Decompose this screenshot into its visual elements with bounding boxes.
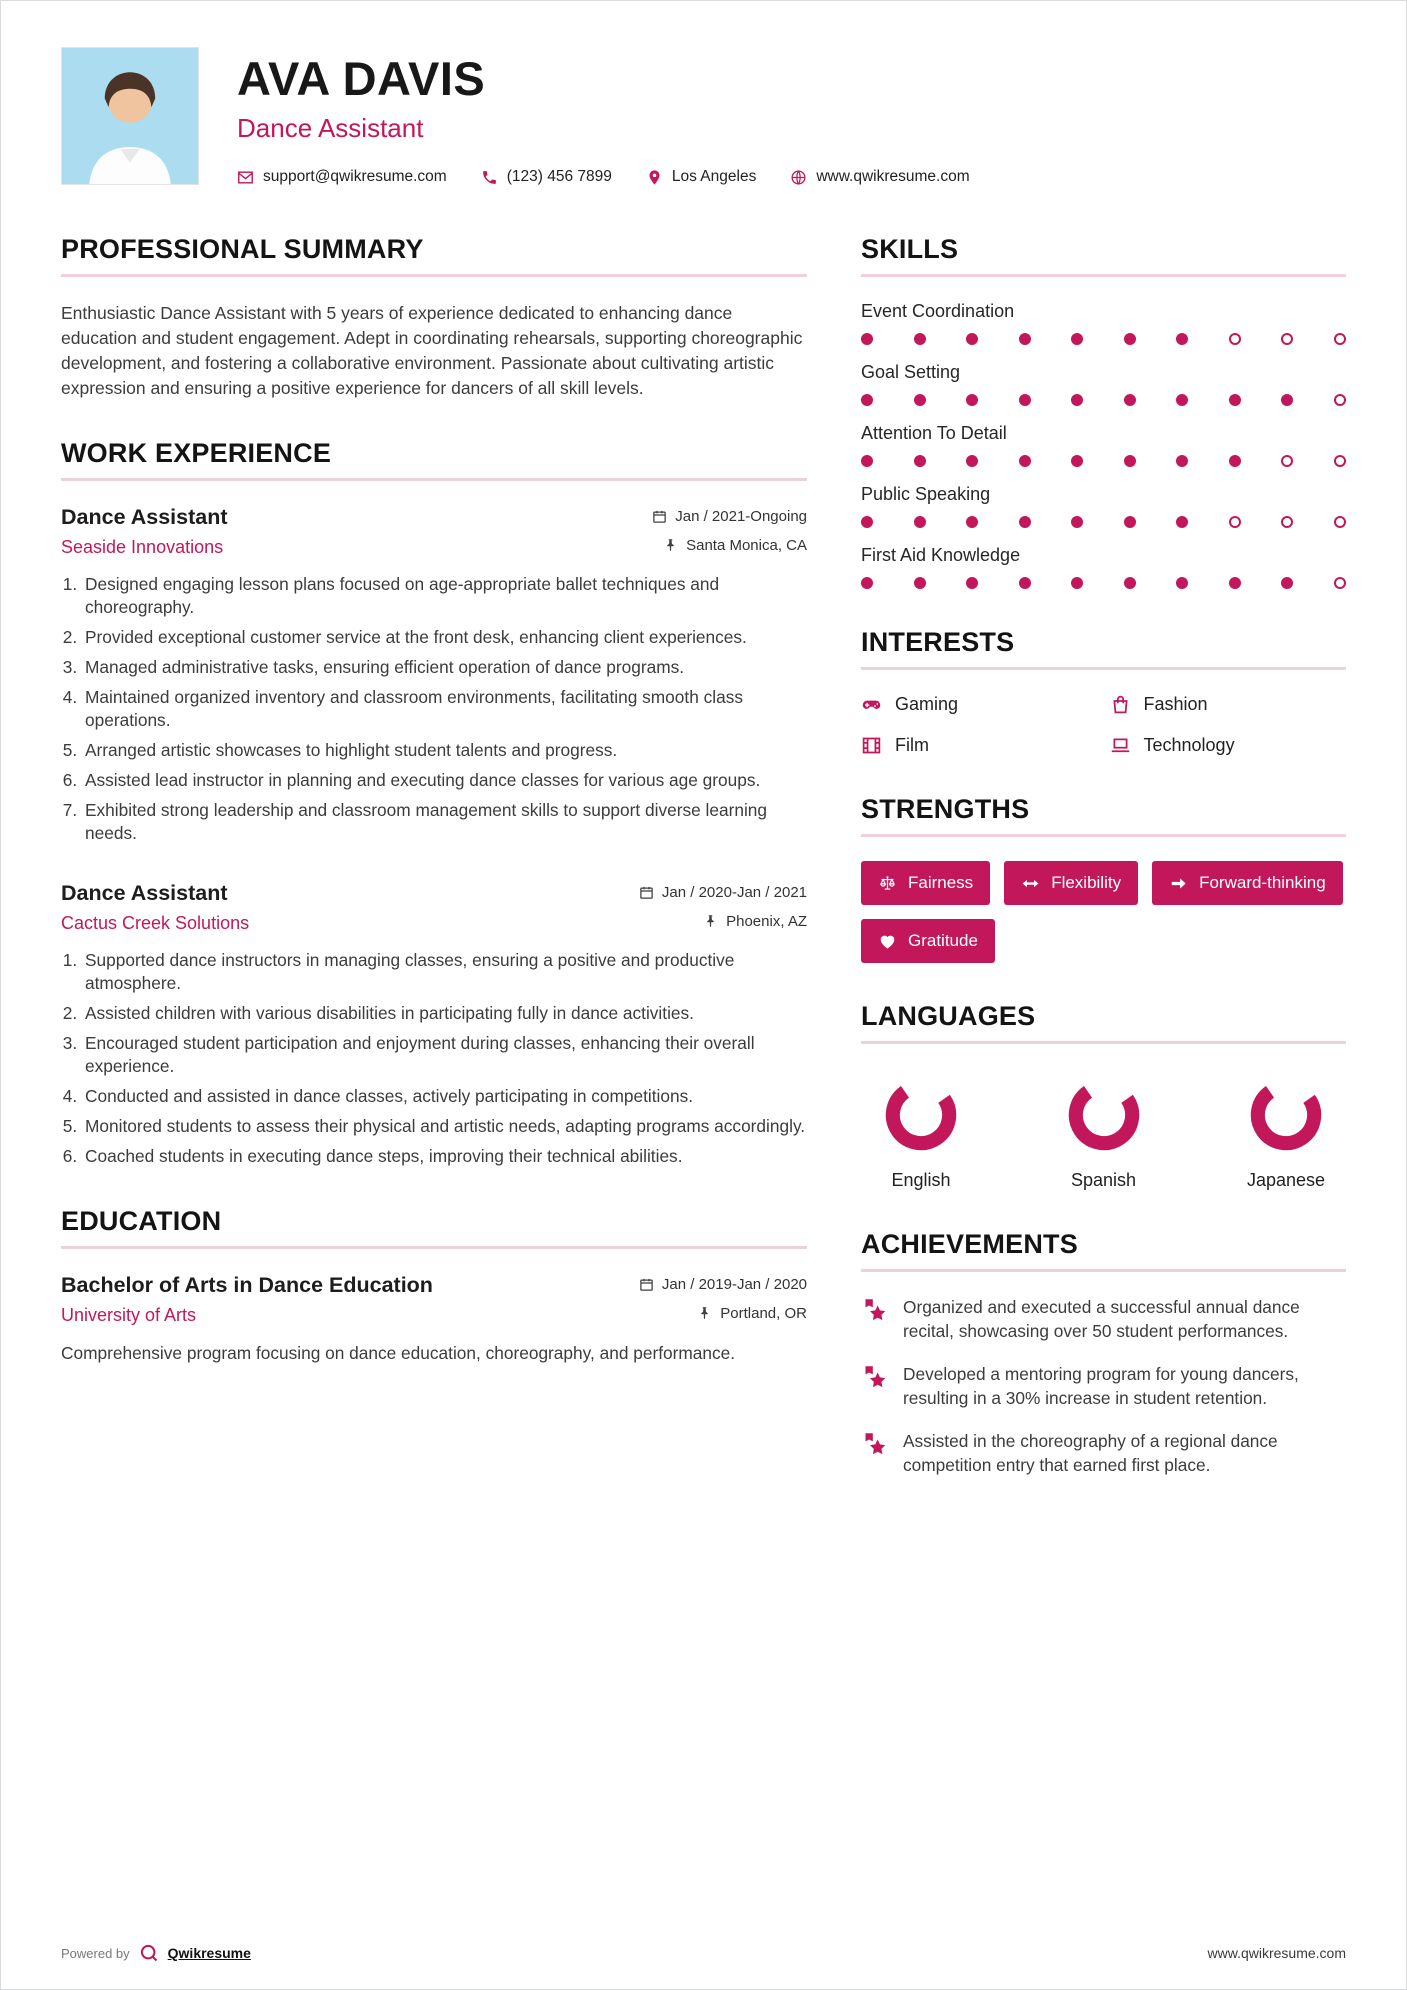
language-level-ring — [1065, 1076, 1143, 1154]
skill-dot-filled — [1176, 577, 1188, 589]
section-divider — [61, 478, 807, 481]
achievement-item — [861, 1430, 1346, 1477]
section-divider — [861, 274, 1346, 277]
skill-item — [861, 301, 1346, 345]
film-icon — [861, 735, 882, 756]
skill-dot-filled — [1019, 516, 1031, 528]
achievement-text: Assisted in the choreography of a regional dance competition entry that earned first place. — [903, 1431, 1278, 1475]
education-item — [61, 1273, 807, 1365]
email-text: support@qwikresume.com — [263, 168, 447, 185]
laptop-icon — [1110, 735, 1131, 756]
skill-dot-filled — [1229, 455, 1241, 467]
skill-dot-filled — [861, 577, 873, 589]
job-item — [61, 881, 807, 1168]
degree-title: Bachelor of Arts in Dance Education — [61, 1273, 433, 1298]
interest-label: Film — [895, 735, 929, 755]
pushpin-icon — [663, 538, 678, 553]
skill-dot-filled — [966, 455, 978, 467]
education-dates-text: Jan / 2019-Jan / 2020 — [661, 1276, 807, 1294]
strengths-section — [861, 794, 1346, 963]
header-info — [237, 47, 970, 186]
skill-dot-filled — [914, 577, 926, 589]
job-dates — [639, 884, 807, 901]
calendar-icon — [639, 1277, 654, 1292]
interest-label: Gaming — [895, 694, 959, 714]
scales-icon — [878, 874, 897, 893]
email-icon — [237, 169, 254, 186]
section-heading-work: WORK EXPERIENCE — [61, 438, 332, 469]
jobs-list — [61, 505, 807, 1168]
section-heading-strengths: STRENGTHS — [861, 794, 1030, 824]
job-bullet: 5. Monitored students to assess their physical and artistic needs, adapting programs accordingly. — [82, 1115, 807, 1138]
job-location-text: Santa Monica, CA — [686, 537, 807, 555]
pushpin-icon — [697, 1306, 712, 1321]
skill-name: First Aid Knowledge — [861, 545, 1021, 565]
skill-dot-filled — [1124, 577, 1136, 589]
skill-dot-filled — [1019, 577, 1031, 589]
right-column — [861, 234, 1346, 1515]
website-text: www.qwikresume.com — [816, 168, 970, 185]
skill-dot-filled — [1124, 455, 1136, 467]
interest-item — [1110, 694, 1347, 715]
skill-dot-filled — [914, 516, 926, 528]
skill-dot-filled — [966, 333, 978, 345]
skill-dot-filled — [1124, 394, 1136, 406]
work-section — [61, 438, 807, 1168]
education-location — [697, 1305, 807, 1322]
section-divider — [861, 1269, 1346, 1272]
globe-icon — [790, 169, 807, 186]
section-heading-achievements: ACHIEVEMENTS — [861, 1229, 1078, 1259]
languages-section — [861, 1001, 1346, 1191]
skill-dot-filled — [966, 394, 978, 406]
skills-list — [861, 301, 1346, 589]
skill-dot-empty — [1334, 516, 1346, 528]
job-dates-text: Jan / 2020-Jan / 2021 — [661, 884, 807, 902]
skill-dot-filled — [1124, 516, 1136, 528]
powered-by — [61, 1943, 251, 1963]
footer — [61, 1943, 1346, 1963]
website-link[interactable] — [790, 168, 969, 186]
job-item — [61, 505, 807, 845]
achievements-list — [861, 1296, 1346, 1477]
interests-grid — [861, 694, 1346, 756]
language-level-ring — [882, 1076, 960, 1154]
achievements-section — [861, 1229, 1346, 1477]
strength-label: Fairness — [908, 873, 974, 892]
skill-item — [861, 423, 1346, 467]
skill-dot-empty — [1229, 333, 1241, 345]
job-bullet: 7. Exhibited strong leadership and classroom management skills to support diverse learning needs. — [82, 799, 807, 845]
skill-dot-filled — [1071, 455, 1083, 467]
skill-dot-empty — [1281, 516, 1293, 528]
strength-badge — [861, 861, 990, 905]
education-dates — [639, 1276, 807, 1293]
strength-badge — [1004, 861, 1138, 905]
email-link[interactable] — [237, 168, 447, 186]
skill-dot-empty — [1281, 455, 1293, 467]
skill-dot-empty — [1334, 455, 1346, 467]
strength-label: Flexibility — [1051, 873, 1122, 892]
arrows-left-right-icon — [1021, 874, 1040, 893]
skill-dot-filled — [1229, 577, 1241, 589]
shopping-bag-icon — [1110, 694, 1131, 715]
phone-icon — [481, 169, 498, 186]
job-location-text: Phoenix, AZ — [726, 913, 807, 931]
skill-dot-filled — [1071, 516, 1083, 528]
skill-dot-filled — [1176, 394, 1188, 406]
skills-section — [861, 234, 1346, 589]
medal-star-icon — [861, 1364, 888, 1391]
interest-item — [1110, 735, 1347, 756]
skill-dot-filled — [1176, 455, 1188, 467]
strength-label: Forward-thinking — [1199, 873, 1326, 892]
education-section — [61, 1206, 807, 1365]
languages-list — [861, 1068, 1346, 1191]
job-bullet: 1. Supported dance instructors in managing classes, ensuring a positive and productive atmosphere. — [82, 949, 807, 995]
qwikresume-logo-icon — [139, 1943, 159, 1963]
brand-link[interactable]: Qwikresume — [167, 1945, 251, 1961]
skill-dot-filled — [1019, 394, 1031, 406]
resume-columns — [61, 234, 1346, 1515]
job-bullets — [61, 573, 807, 845]
language-name: English — [891, 1170, 951, 1190]
language-item — [1230, 1076, 1342, 1191]
interest-item — [861, 694, 1098, 715]
powered-by-text: Powered by — [61, 1945, 130, 1961]
language-item — [1048, 1076, 1160, 1191]
section-heading-languages: LANGUAGES — [861, 1001, 1036, 1031]
phone-text: (123) 456 7899 — [506, 168, 612, 185]
summary-text: Enthusiastic Dance Assistant with 5 years of experience dedicated to enhancing dance education and student engagement. Adept in coordinating rehearsals, supporting choreographic development, and fostering a collaborative environment. Passionate about cultivating artistic expression and ensuring a positive experience for dancers of all skill levels. — [61, 303, 803, 398]
achievement-text: Organized and executed a successful annual dance recital, showcasing over 50 student performances. — [903, 1297, 1300, 1341]
skill-dot-empty — [1334, 394, 1346, 406]
section-divider — [61, 274, 807, 277]
skill-dot-filled — [861, 455, 873, 467]
job-company: Seaside Innovations — [61, 537, 224, 558]
skill-dot-filled — [1071, 577, 1083, 589]
job-bullet: 6. Coached students in executing dance steps, improving their technical abilities. — [82, 1145, 807, 1168]
achievement-text: Developed a mentoring program for young dancers, resulting in a 30% increase in student retention. — [903, 1364, 1299, 1408]
skill-dot-filled — [1176, 516, 1188, 528]
left-column — [61, 234, 807, 1515]
skill-rating — [861, 516, 1346, 528]
section-heading-interests: INTERESTS — [861, 627, 1015, 657]
section-divider — [861, 667, 1346, 670]
profile-photo-image — [62, 48, 198, 184]
interest-item — [861, 735, 1098, 756]
language-item — [865, 1076, 977, 1191]
job-bullet: 3. Managed administrative tasks, ensuring efficient operation of dance programs. — [82, 656, 807, 679]
skill-dot-filled — [966, 577, 978, 589]
skill-dot-filled — [1019, 455, 1031, 467]
candidate-name: AVA DAVIS — [237, 52, 486, 105]
skill-dot-filled — [861, 516, 873, 528]
skill-dot-filled — [914, 394, 926, 406]
skill-item — [861, 484, 1346, 528]
job-company: Cactus Creek Solutions — [61, 913, 250, 934]
skill-dot-filled — [1281, 394, 1293, 406]
skill-rating — [861, 455, 1346, 467]
section-divider — [861, 1041, 1346, 1044]
skill-item — [861, 362, 1346, 406]
achievement-item — [861, 1363, 1346, 1410]
skill-dot-filled — [1124, 333, 1136, 345]
job-title: Dance Assistant — [61, 881, 228, 906]
job-dates — [652, 508, 807, 525]
job-location — [703, 913, 807, 930]
job-bullet: 2. Assisted children with various disabilities in participating fully in dance activities. — [82, 1002, 807, 1025]
job-bullet: 4. Conducted and assisted in dance classes, actively participating in competitions. — [82, 1085, 807, 1108]
gamepad-icon — [861, 694, 882, 715]
job-bullet: 5. Arranged artistic showcases to highlight student talents and progress. — [82, 739, 807, 762]
skill-dot-filled — [966, 516, 978, 528]
pushpin-icon — [703, 914, 718, 929]
strength-badge — [861, 919, 995, 963]
job-dates-text: Jan / 2021-Ongoing — [675, 508, 807, 526]
strengths-list — [861, 861, 1346, 963]
skill-dot-filled — [1071, 394, 1083, 406]
job-location — [663, 537, 807, 554]
skill-dot-filled — [1071, 333, 1083, 345]
job-bullet: 6. Assisted lead instructor in planning and executing dance classes for various age groups. — [82, 769, 807, 792]
section-divider — [861, 834, 1346, 837]
skill-dot-empty — [1281, 333, 1293, 345]
education-description: Comprehensive program focusing on dance education, choreography, and performance. — [61, 1343, 736, 1364]
skill-dot-filled — [1019, 333, 1031, 345]
location-pin-icon — [646, 169, 663, 186]
skill-dot-empty — [1334, 577, 1346, 589]
calendar-icon — [639, 885, 654, 900]
section-heading-skills: SKILLS — [861, 234, 959, 264]
skill-name: Event Coordination — [861, 301, 1015, 321]
location-item — [646, 168, 756, 186]
skill-dot-filled — [914, 455, 926, 467]
skill-dot-filled — [914, 333, 926, 345]
medal-star-icon — [861, 1297, 888, 1324]
language-name: Spanish — [1070, 1170, 1137, 1190]
education-location-text: Portland, OR — [720, 1305, 807, 1323]
skill-name: Public Speaking — [861, 484, 991, 504]
interests-section — [861, 627, 1346, 756]
job-bullet: 3. Encouraged student participation and enjoyment during classes, enhancing their overall experience. — [82, 1032, 807, 1078]
header — [61, 47, 1346, 186]
interest-label: Fashion — [1143, 694, 1208, 714]
phone-link[interactable] — [481, 168, 612, 186]
skill-dot-filled — [1176, 333, 1188, 345]
job-bullets — [61, 949, 807, 1168]
strength-label: Gratitude — [908, 931, 978, 950]
contact-row — [237, 168, 970, 186]
skill-dot-filled — [1281, 577, 1293, 589]
job-bullet: 2. Provided exceptional customer service at the front desk, enhancing client experiences. — [82, 626, 807, 649]
section-heading-education: EDUCATION — [61, 1206, 222, 1237]
skill-dot-empty — [1334, 333, 1346, 345]
skill-rating — [861, 394, 1346, 406]
calendar-icon — [652, 509, 667, 524]
language-name: Japanese — [1246, 1170, 1326, 1190]
arrow-right-icon — [1169, 874, 1188, 893]
job-title: Dance Assistant — [61, 505, 228, 530]
skill-rating — [861, 333, 1346, 345]
skill-dot-filled — [861, 333, 873, 345]
heart-icon — [878, 932, 897, 951]
language-level-ring — [1247, 1076, 1325, 1154]
section-heading-summary: PROFESSIONAL SUMMARY — [61, 234, 424, 264]
interest-label: Technology — [1143, 735, 1235, 755]
summary-section — [61, 234, 807, 400]
medal-star-icon — [861, 1431, 888, 1458]
skill-dot-filled — [1229, 394, 1241, 406]
skill-item — [861, 545, 1346, 589]
job-bullet: 4. Maintained organized inventory and classroom environments, facilitating smooth class operations. — [82, 686, 807, 732]
location-text: Los Angeles — [671, 168, 757, 185]
profile-photo — [61, 47, 199, 185]
school-name: University of Arts — [61, 1305, 197, 1326]
skill-rating — [861, 577, 1346, 589]
section-divider — [61, 1246, 807, 1249]
candidate-title: Dance Assistant — [237, 113, 424, 143]
skill-dot-filled — [861, 394, 873, 406]
skill-name: Goal Setting — [861, 362, 961, 382]
skill-name: Attention To Detail — [861, 423, 1007, 443]
footer-site-link[interactable]: www.qwikresume.com — [1207, 1945, 1346, 1961]
skill-dot-empty — [1229, 516, 1241, 528]
achievement-item — [861, 1296, 1346, 1343]
strength-badge — [1152, 861, 1343, 905]
job-bullet: 1. Designed engaging lesson plans focused on age-appropriate ballet techniques and choreography. — [82, 573, 807, 619]
